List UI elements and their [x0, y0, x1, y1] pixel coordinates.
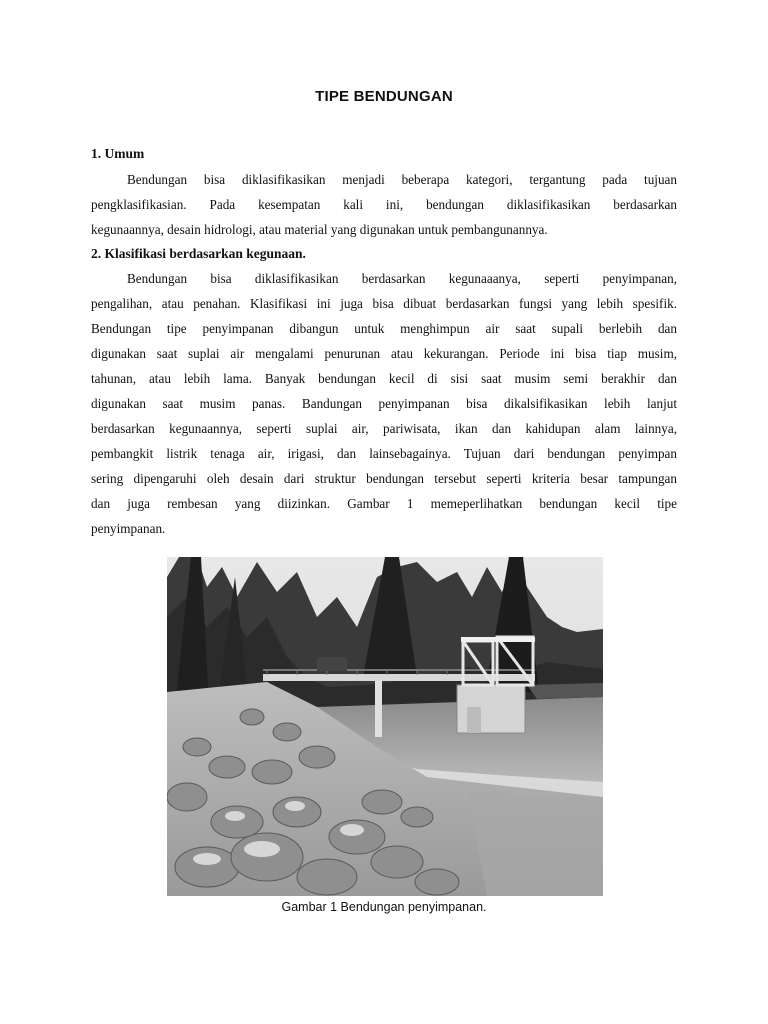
paragraph-line: Bendungan bisa diklasifikasikan berdasarkan kegunaaanya, seperti penyimpanan,	[127, 271, 677, 286]
paragraph-line: pengklasifikasian. Pada kesempatan kali ini, bendungan diklasifikasikan berdasarkan	[91, 197, 677, 212]
paragraph-line: pengalihan, atau penahan. Klasifikasi ini juga bisa dibuat berdasarkan fungsi yang lebih spesifik.	[91, 296, 677, 311]
paragraph-line: digunakan saat suplai air mengalami penurunan atau kekurangan. Periode ini bisa tiap musim,	[91, 346, 677, 361]
figure-caption: Gambar 1 Bendungan penyimpanan.	[281, 900, 487, 914]
dam-photo	[167, 557, 603, 896]
paragraph-line: tahunan, atau lebih lama. Banyak bendungan kecil di sisi saat musim semi berakhir dan	[91, 371, 677, 386]
paragraph-line: pembangkit listrik tenaga air, irigasi, dan lainsebagainya. Tujuan dari bendungan penyimpan	[91, 446, 677, 461]
paragraph-line: dan juga rembesan yang diizinkan. Gambar 1 memeperlihatkan bendungan kecil tipe	[91, 496, 677, 511]
paragraph-line: kegunaannya, desain hidrologi, atau material yang digunakan untuk pembangunannya.	[91, 222, 548, 237]
section-heading-klasifikasi: 2. Klasifikasi berdasarkan kegunaan.	[91, 246, 306, 261]
paragraph-line: sering dipengaruhi oleh desain dari struktur bendungan tersebut seperti kriteria besar tampungan	[91, 471, 677, 486]
section-heading-umum: 1. Umum	[91, 146, 145, 161]
paragraph-line: digunakan saat musim panas. Bandungan penyimpanan bisa dikalsifikasikan lebih lanjut	[91, 396, 677, 411]
paragraph-line: Bendungan tipe penyimpanan dibangun untuk menghimpun air saat supali berlebih dan	[91, 321, 677, 336]
paragraph-line: berdasarkan kegunaannya, seperti suplai air, pariwisata, ikan dan kahidupan alam lainnya,	[91, 421, 677, 436]
paragraph-line: Bendungan bisa diklasifikasikan menjadi beberapa kategori, tergantung pada tujuan	[127, 172, 677, 187]
paragraph-line: penyimpanan.	[91, 521, 166, 536]
document-title: TIPE BENDUNGAN	[315, 88, 453, 105]
